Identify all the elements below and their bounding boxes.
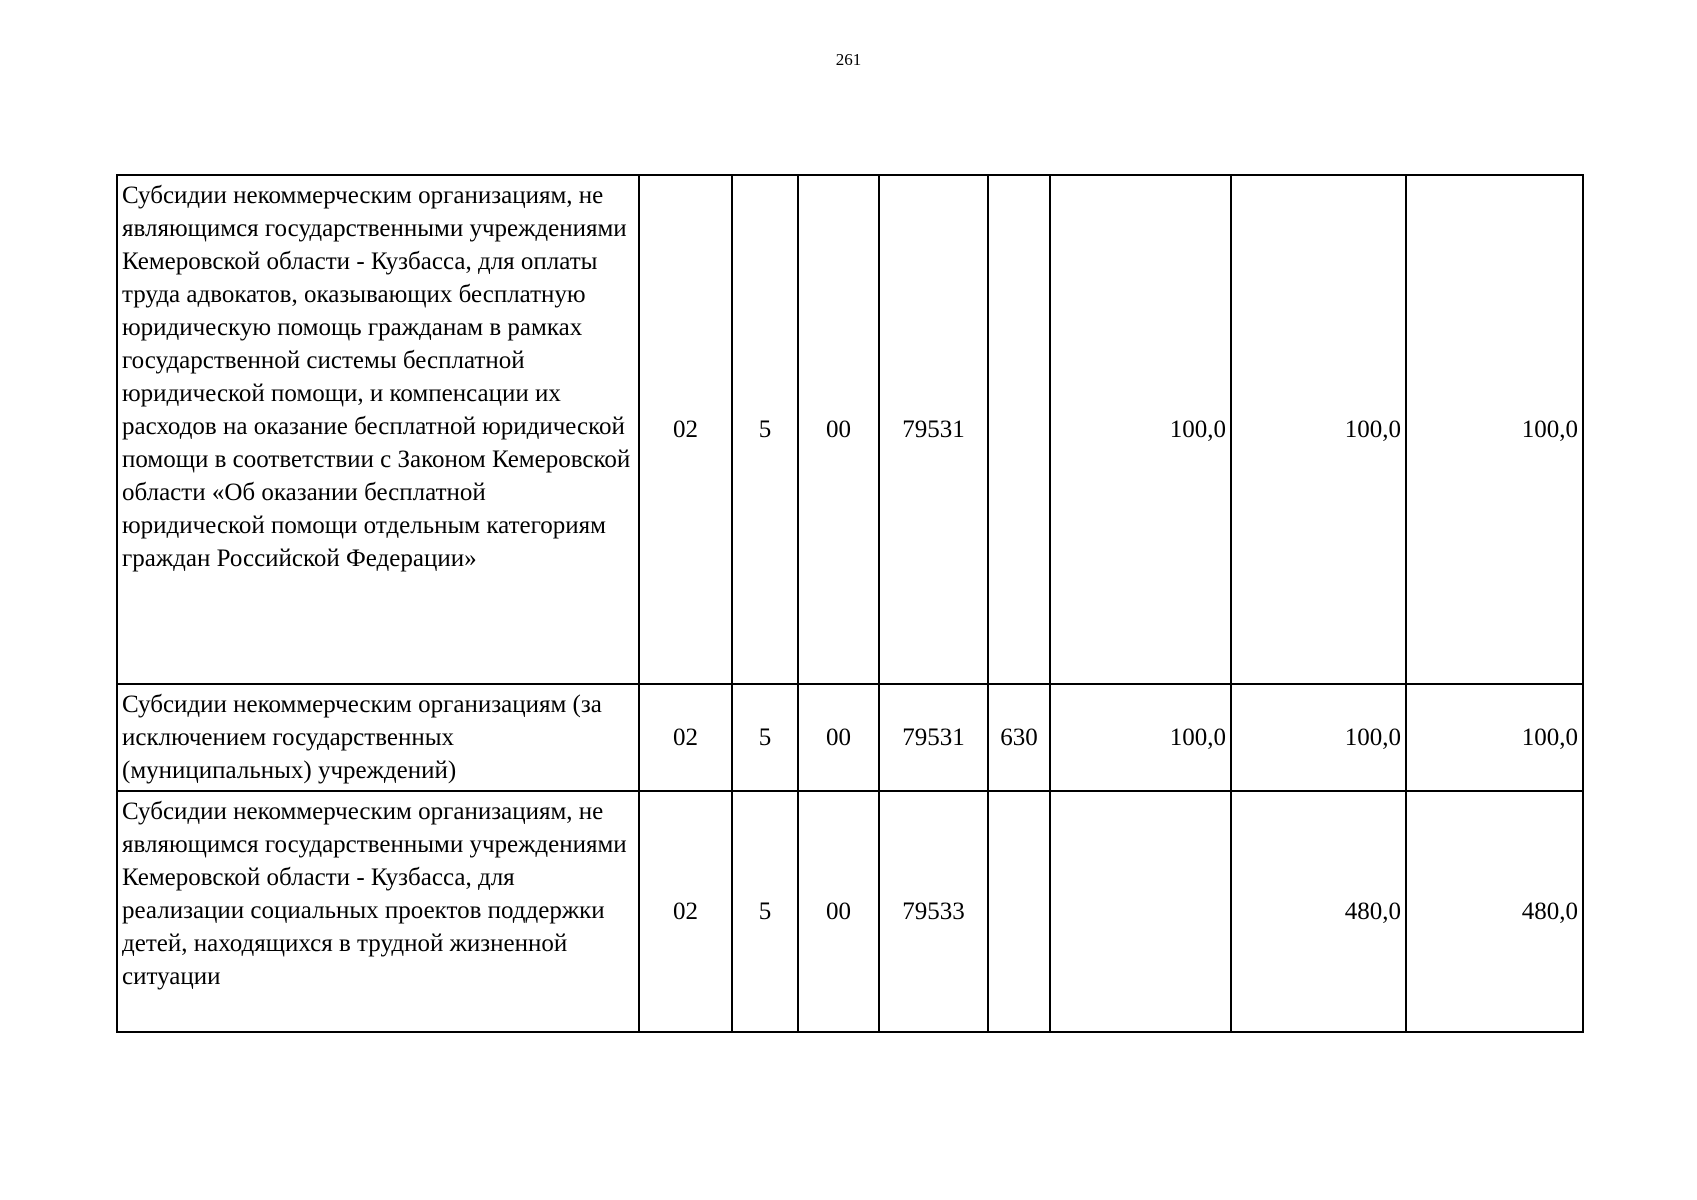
year3-amount: 100,0	[1406, 175, 1583, 684]
direction-code: 79531	[879, 175, 988, 684]
year2-amount: 480,0	[1231, 791, 1406, 1032]
budget-table	[116, 174, 1584, 1033]
year3-amount: 100,0	[1406, 684, 1583, 791]
year1-amount: 100,0	[1050, 684, 1231, 791]
year1-amount	[1050, 791, 1231, 1032]
expense-type-code	[988, 175, 1050, 684]
subprogram-code: 5	[732, 175, 798, 684]
page-number: 261	[835, 50, 862, 69]
year1-amount: 100,0	[1050, 175, 1231, 684]
table-row	[117, 175, 1583, 684]
table-row	[117, 791, 1583, 1032]
program-code: 02	[639, 791, 732, 1032]
main-event-code: 00	[798, 684, 879, 791]
expense-type-code	[988, 791, 1050, 1032]
subprogram-code: 5	[732, 684, 798, 791]
expense-type-code: 630	[988, 684, 1050, 791]
year2-amount: 100,0	[1231, 684, 1406, 791]
table-row	[117, 684, 1583, 791]
direction-code: 79533	[879, 791, 988, 1032]
year3-amount: 480,0	[1406, 791, 1583, 1032]
row-description: Субсидии некоммерческим организациям, не являющимся государственными учреждениями Кемеровской области - Кузбасса, для реализации социальных проектов поддержки детей, находящихся в трудной жизненной ситуации	[117, 791, 639, 1032]
direction-code: 79531	[879, 684, 988, 791]
row-description: Субсидии некоммерческим организациям (за исключением государственных (муниципальных) учреждений)	[117, 684, 639, 791]
program-code: 02	[639, 175, 732, 684]
main-event-code: 00	[798, 175, 879, 684]
row-description: Субсидии некоммерческим организациям, не являющимся государственными учреждениями Кемеровской области - Кузбасса, для оплаты труда адвокатов, оказывающих бесплатную юридическую помощь гражданам в рамках государственной системы бесплатной юридической помощи, и компенсации их расходов на оказание бесплатной юридической помощи в соответствии с Законом Кемеровской области «Об оказании бесплатной юридической помощи отдельным категориям граждан Российской Федерации»	[117, 175, 639, 684]
year2-amount: 100,0	[1231, 175, 1406, 684]
program-code: 02	[639, 684, 732, 791]
main-event-code: 00	[798, 791, 879, 1032]
subprogram-code: 5	[732, 791, 798, 1032]
